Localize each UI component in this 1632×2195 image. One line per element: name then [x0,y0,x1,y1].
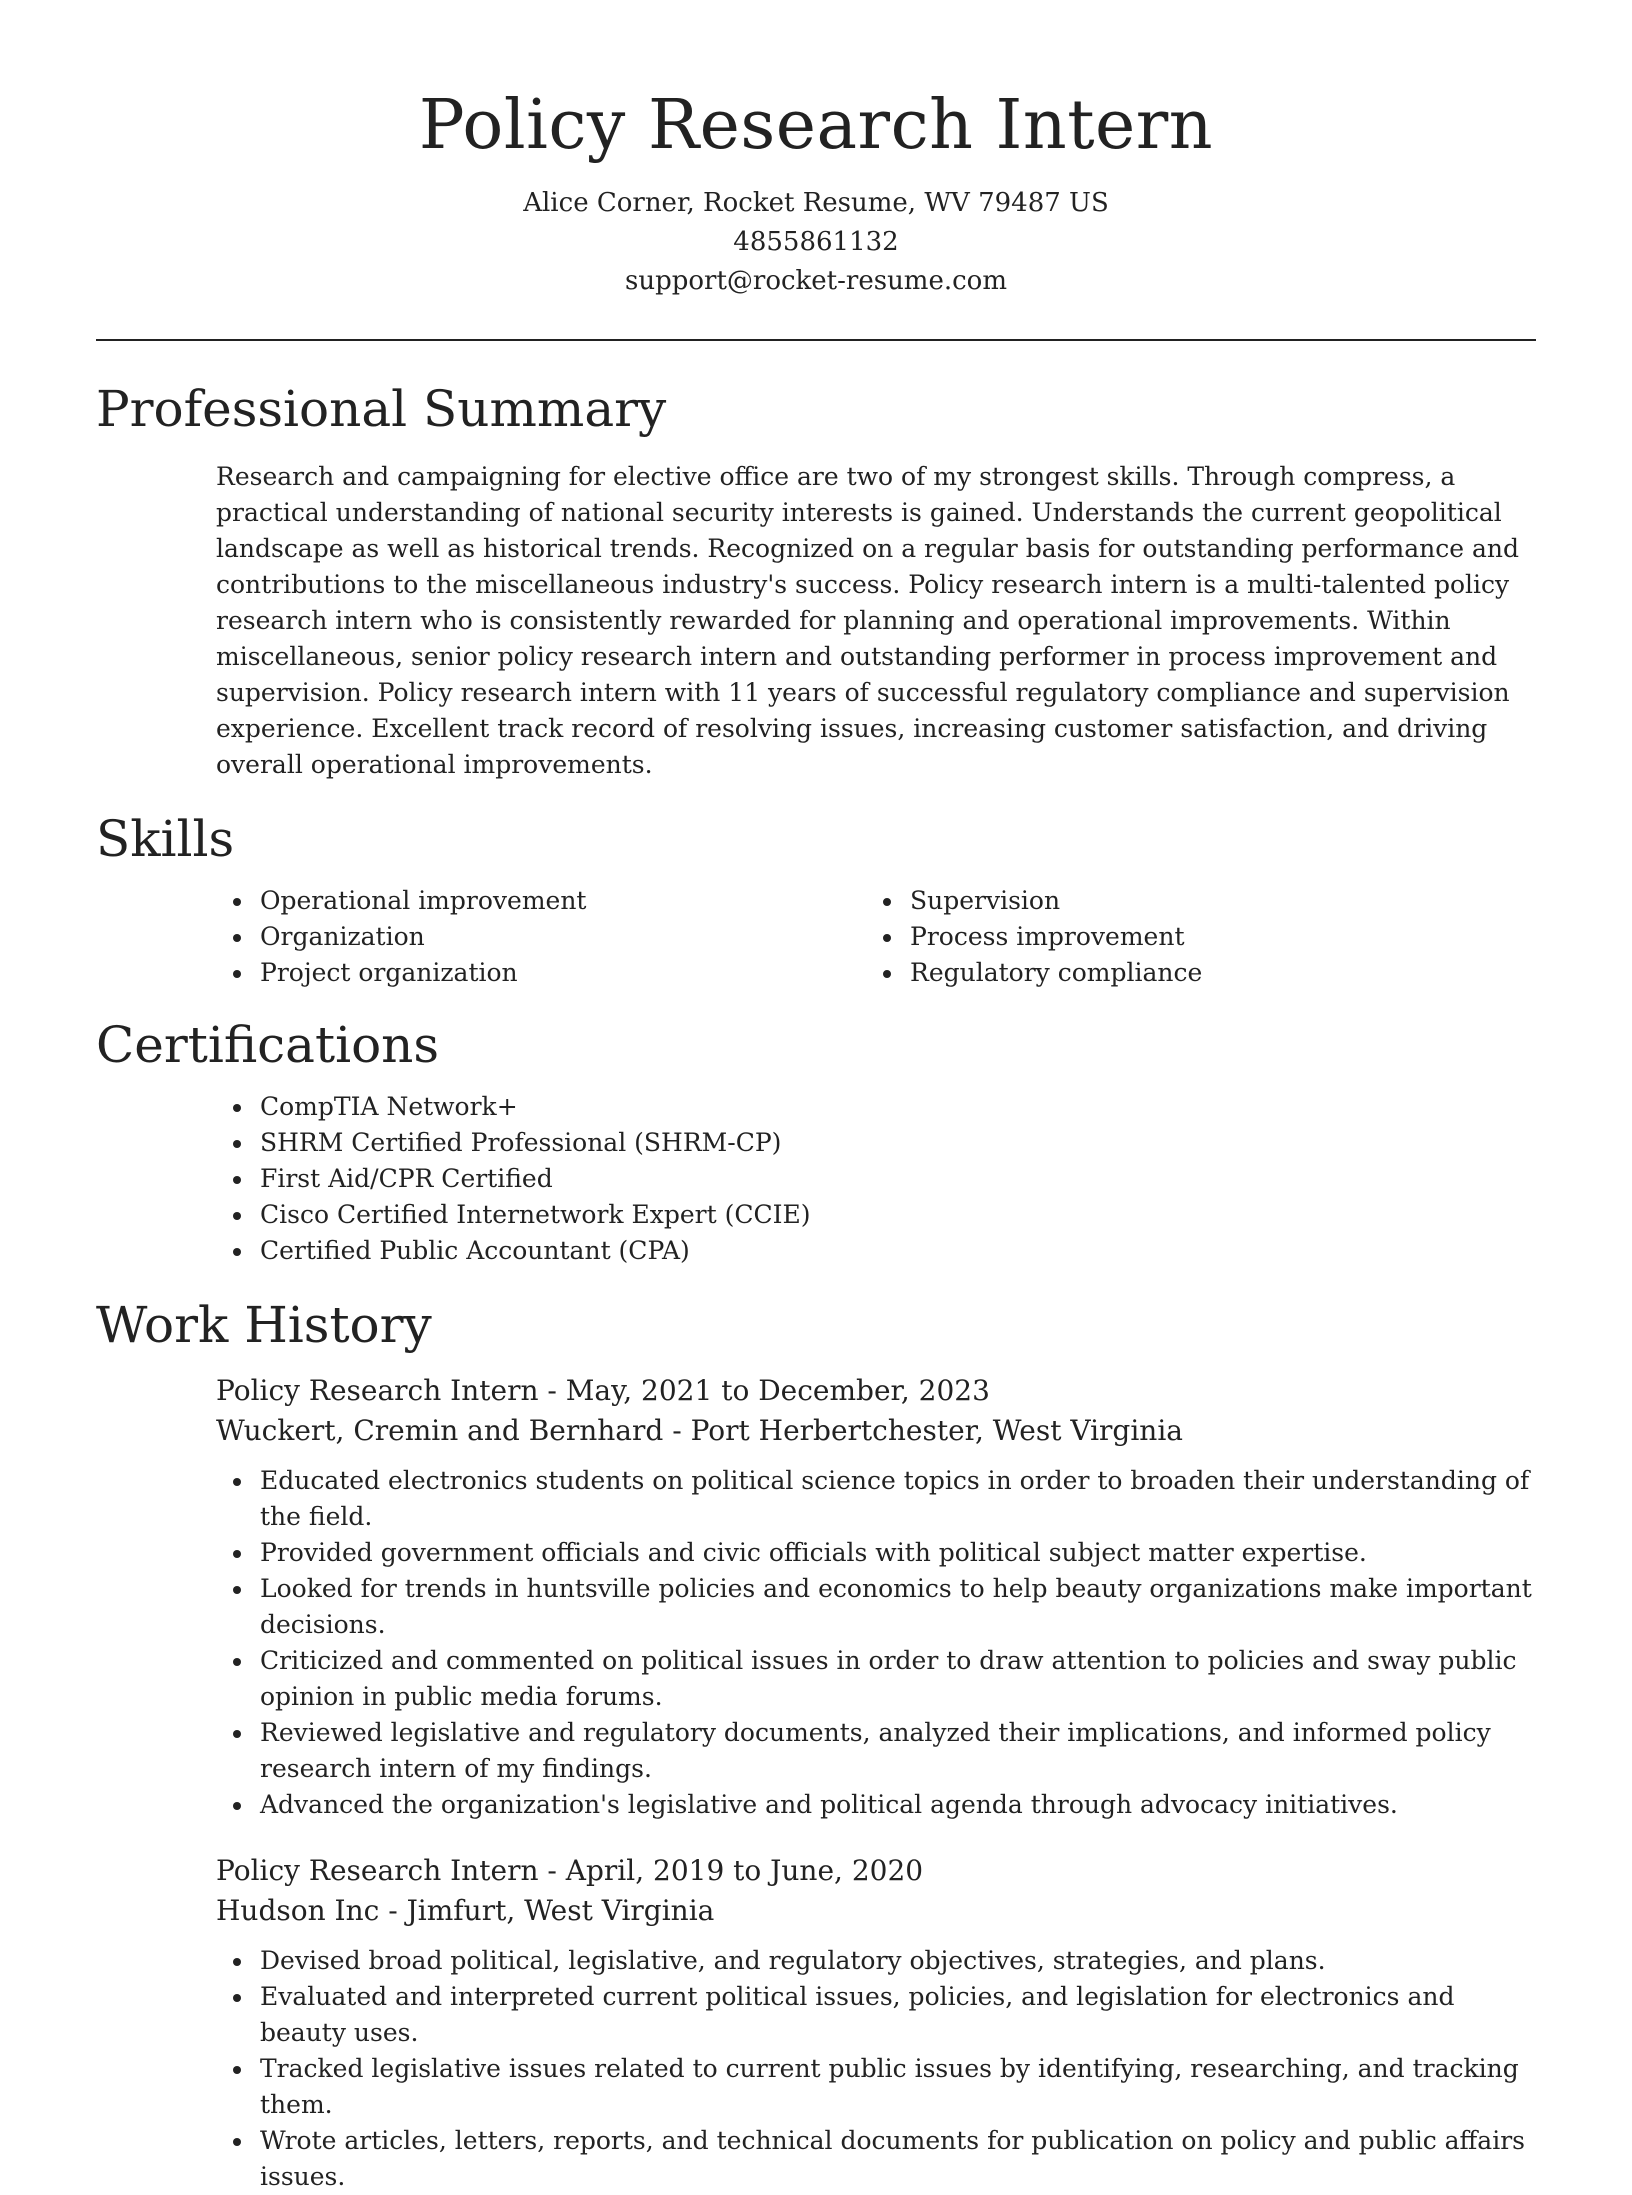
summary-section [96,379,1536,783]
job-company: Hudson Inc [216,1894,380,1927]
work-history-heading: Work History [96,1296,432,1354]
job-entry [216,1371,1536,1823]
job-company: Wuckert, Cremin and Bernhard [216,1414,664,1447]
resume-header [96,0,1536,301]
skills-grid [96,883,1536,991]
skill-item: Organization [216,919,866,955]
job-dates: May, 2021 to December, 2023 [565,1374,990,1407]
job-location: Port Herbertchester, West Virginia [690,1414,1183,1447]
job-bullet: Looked for trends in huntsville policies and economics to help beauty organizations make important decisions. [216,1571,1536,1643]
skill-item: Operational improvement [216,883,866,919]
job-bullet: Devised broad political, legislative, and regulatory objectives, strategies, and plans. [216,1943,1536,1979]
resume-page [96,0,1536,2195]
job-title-line: Policy Research Intern - April, 2019 to June, 2020 [216,1854,924,1887]
certifications-heading: Certifications [96,1016,440,1074]
job-bullet: Evaluated and interpreted current political issues, policies, and legislation for electronics and beauty uses. [216,1979,1536,2051]
skills-section [96,809,1536,991]
contact-email: support@rocket-resume.com [624,266,1007,296]
certification-item: CompTIA Network+ [216,1089,1536,1125]
job-title-line: Policy Research Intern - May, 2021 to December, 2023 [216,1374,990,1407]
certification-item: First Aid/CPR Certified [216,1161,1536,1197]
contact-address: Alice Corner, Rocket Resume, WV 79487 US [523,188,1109,218]
job-title: Policy Research Intern [216,1374,539,1407]
skills-list-left [216,883,866,991]
skill-item: Regulatory compliance [866,955,1516,991]
summary-heading: Professional Summary [96,380,667,438]
job-bullet: Wrote articles, letters, reports, and technical documents for publication on policy and public affairs issues. [216,2123,1536,2195]
job-bullets [216,1943,1536,2195]
skill-item: Process improvement [866,919,1516,955]
job-title: Policy Research Intern [216,1854,539,1887]
job-bullet: Criticized and commented on political issues in order to draw attention to policies and sway public opinion in public media forums. [216,1643,1536,1715]
job-bullet: Advanced the organization's legislative and political agenda through advocacy initiatives. [216,1787,1536,1823]
certification-item: Certified Public Accountant (CPA) [216,1233,1536,1269]
job-bullet: Tracked legislative issues related to current public issues by identifying, researching, and tracking them. [216,2051,1536,2123]
job-bullets [216,1463,1536,1823]
skills-heading: Skills [96,810,235,868]
contact-block [96,184,1536,301]
job-entry [216,1851,1536,2195]
job-company-line: Wuckert, Cremin and Bernhard - Port Herbertchester, West Virginia [216,1414,1183,1447]
job-bullet: Reviewed legislative and regulatory documents, analyzed their implications, and informed policy research intern of my findings. [216,1715,1536,1787]
work-history-section [96,1295,1536,2195]
job-company-line: Hudson Inc - Jimfurt, West Virginia [216,1894,715,1927]
skill-item: Project organization [216,955,866,991]
job-bullet: Provided government officials and civic officials with political subject matter expertise. [216,1535,1536,1571]
certification-item: SHRM Certified Professional (SHRM-CP) [216,1125,1536,1161]
job-location: Jimfurt, West Virginia [406,1894,715,1927]
job-dates: April, 2019 to June, 2020 [565,1854,924,1887]
job-bullet: Educated electronics students on political science topics in order to broaden their understanding of the field. [216,1463,1536,1535]
header-divider [96,339,1536,341]
contact-phone: 4855861132 [733,227,899,257]
summary-text: Research and campaigning for elective office are two of my strongest skills. Through compress, a practical understanding of national security interests is gained. Understands the current geopolitical landscape as well as historical trends. Recognized on a regular basis for outstanding performance and contributions to the miscellaneous industry's success. Policy research intern is a multi-talented policy research intern who is consistently rewarded for planning and operational improvements. Within miscellaneous, senior policy research intern and outstanding performer in process improvement and supervision. Policy research intern with 11 years of successful regulatory compliance and supervision experience. Excellent track record of resolving issues, increasing customer satisfaction, and driving overall operational improvements. [216,462,1520,779]
skills-list-right [866,883,1516,991]
certifications-section [96,1015,1536,1269]
certifications-list [216,1089,1536,1269]
resume-title: Policy Research Intern [418,86,1214,165]
skill-item: Supervision [866,883,1516,919]
certification-item: Cisco Certified Internetwork Expert (CCIE) [216,1197,1536,1233]
